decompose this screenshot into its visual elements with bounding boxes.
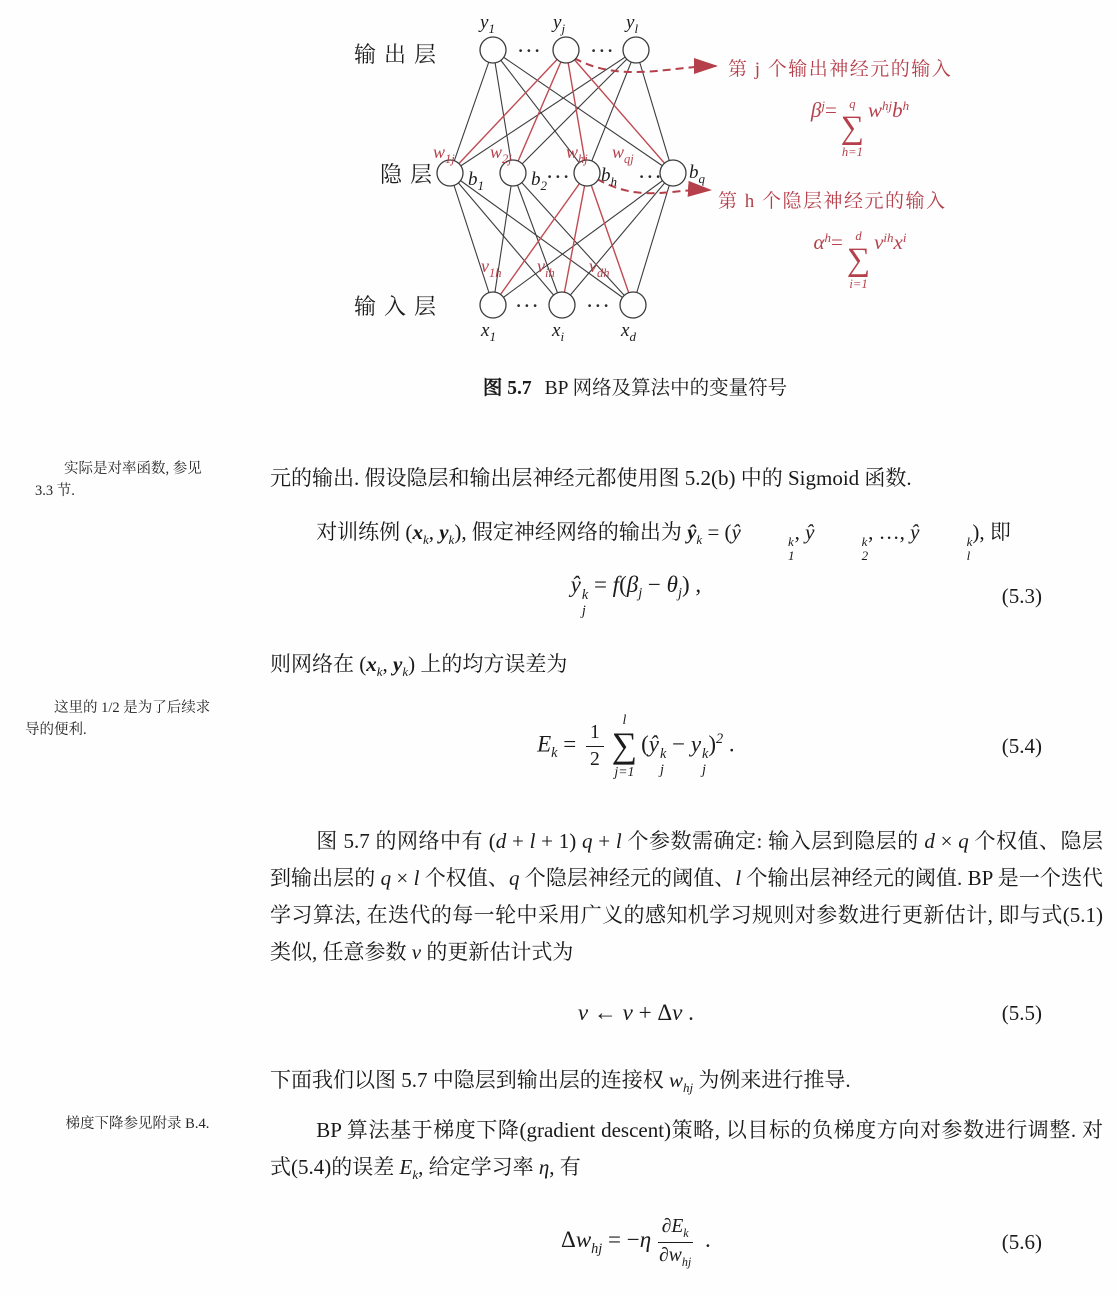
para-parameters: 图 5.7 的网络中有 (d + l + 1) q + l 个参数需确定: 输入层到隐层的 d × q 个权值、隐层到输出层的 q × l 个权值、q 个隐层神经元的阈值、l 个输出层神经元的阈值. BP 是一个迭代学习算法, 在迭代的每一轮中采用广义的感知机学习规则对参数进行更新估计, 即与式(5.1)类似, 任意参数 v 的更新估计式为	[270, 829, 1104, 964]
dots: ···	[587, 297, 612, 315]
equation-5-4-number: (5.4)	[1001, 733, 1042, 758]
figure-caption-number: 图 5.7	[482, 378, 532, 399]
dots: ···	[591, 42, 616, 60]
edge-label-whj: $w_{hj}$	[566, 142, 588, 166]
output-node	[480, 37, 506, 63]
margin-note-gradient: 梯度下降参见附录 B.4.	[65, 1116, 210, 1132]
edge-label-v1h: $v_{1h}$	[481, 256, 502, 280]
dots: ···	[516, 297, 541, 315]
node-label-b2: $b_2$	[531, 169, 547, 193]
network-diagram	[340, 6, 1110, 351]
layer-label-output: 输出层	[354, 42, 445, 67]
margin-note-half: 这里的 1/2 是为了后续求导的便利.	[25, 700, 211, 738]
equation-5-5-number: (5.5)	[1001, 1000, 1042, 1025]
bp-network-figure	[340, 6, 1110, 351]
para-mse-intro: 则网络在 ($x_k$, $y_k$) 上的均方误差为	[270, 652, 568, 680]
annotation-hidden-input-label: 第 h 个隐层神经元的输入	[718, 191, 947, 212]
output-node	[623, 37, 649, 63]
dots: ···	[547, 168, 572, 186]
para-gradient-descent: BP 算法基于梯度下降(gradient descent)策略, 以目标的负梯度方向对参数进行调整. 对式(5.4)的误差 $E_k$, 给定学习率 η, 有	[270, 1118, 1103, 1183]
annotation-hidden-formula: α h = d ∑ i=1 v ih x i	[813, 229, 907, 292]
equation-5-3	[270, 572, 1042, 620]
edge-label-w2j: $w_{2j}$	[490, 142, 512, 166]
equation-5-3-math: ŷ k j = $f(\beta_j - \theta_j)$ ,	[570, 572, 702, 620]
layer-label-input: 输入层	[354, 294, 445, 319]
dots: ···	[518, 42, 543, 60]
para-sigmoid: 元的输出. 假设隐层和输出层神经元都使用图 5.2(b) 中的 Sigmoid 函数.	[270, 466, 912, 490]
equation-5-5-math: v ← v + Δv .	[577, 1000, 694, 1025]
node-label-b1: $b_1$	[468, 169, 484, 193]
node-label-bq: $b_q$	[689, 162, 705, 186]
hidden-node	[660, 160, 686, 186]
dots: ···	[639, 168, 664, 186]
para-derivation-intro: 下面我们以图 5.7 中隐层到输出层的连接权 $w_{hj}$ 为例来进行推导.	[270, 1068, 851, 1096]
node-label-xd: $x_d$	[621, 320, 636, 344]
layer-label-hidden: 隐层	[380, 162, 441, 187]
node-label-xi: $x_i$	[552, 320, 565, 344]
annotation-output-formula: β j = q ∑ h=1 w hj b h	[810, 97, 910, 160]
annotation-output-input-label: 第 j 个输出神经元的输入	[728, 59, 953, 80]
node-label-y1: $y_1$	[480, 12, 495, 36]
equation-5-3-number: (5.3)	[1001, 583, 1042, 608]
equation-5-4-math: $E_k$ = $\frac{1}{2}$ l ∑ j=1 (ŷ k j − y k j )$^2$ .	[537, 711, 735, 780]
para-training-example: 对训练例 ($x_k$, $y_k$), 假定神经网络的输出为 $ŷ_k$ = (ŷ k 1 , ŷ k 2 , …, ŷ k l ), 即	[316, 520, 1011, 563]
equation-5-6-number: (5.6)	[1001, 1229, 1042, 1254]
equation-5-6-math: $\Delta w_{hj} = -\eta$ $\frac{\partial E_k}{\partial w_{hj}}$ .	[561, 1216, 711, 1269]
node-label-yl: $y_l$	[626, 12, 639, 36]
edge-label-vih: $v_{ih}$	[537, 256, 555, 280]
equation-5-5	[270, 992, 1042, 1034]
edge-label-vdh: $v_{dh}$	[589, 256, 610, 280]
equation-5-4	[270, 696, 1042, 796]
edge-label-wqj: $w_{qj}$	[612, 142, 634, 166]
input-node	[620, 292, 646, 318]
node-label-bh: $b_h$	[601, 165, 617, 189]
equation-5-6	[270, 1196, 1042, 1288]
node-label-yj: $y_j$	[553, 12, 566, 36]
edge-label-w1j: $w_{1j}$	[433, 142, 455, 166]
margin-note-logistic: 实际是对率函数, 参见 3.3 节.	[35, 461, 202, 499]
figure-caption-text: BP 网络及算法中的变量符号	[544, 378, 788, 399]
figure-caption	[270, 372, 1000, 400]
output-node	[553, 37, 579, 63]
input-node	[480, 292, 506, 318]
node-label-x1: $x_1$	[481, 320, 496, 344]
input-node	[549, 292, 575, 318]
